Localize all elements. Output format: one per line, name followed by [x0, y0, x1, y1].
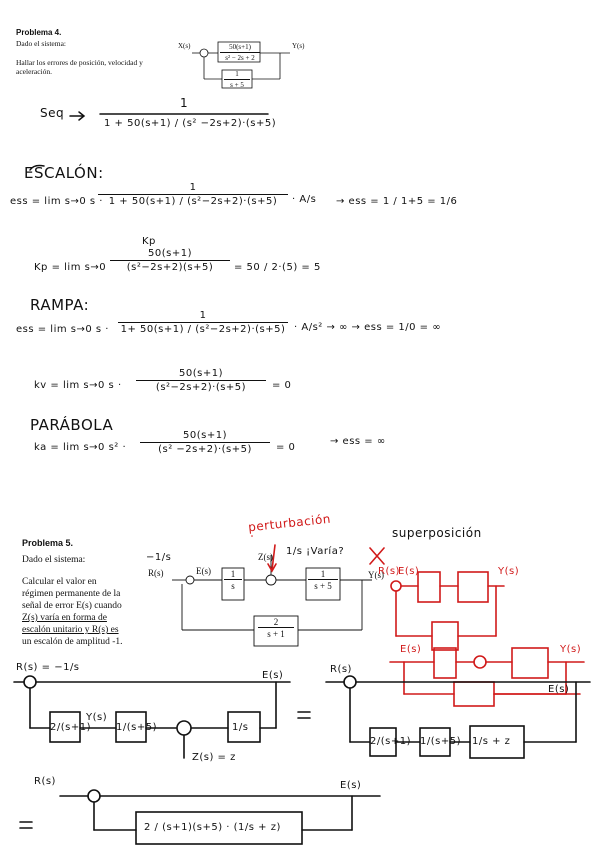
- ka-result: = 0: [276, 442, 296, 453]
- y-label-left: Y(s): [86, 712, 108, 723]
- p5-block1-den: s: [231, 581, 235, 591]
- ka-den: (s² −2s+2)·(s+5): [158, 444, 252, 455]
- p5-block1: [224, 569, 242, 591]
- red-e-label-2: E(s): [400, 644, 422, 655]
- ess-step-lhs: ess = lim s→0 s ·: [10, 196, 103, 207]
- kp-num: 50(s+1): [110, 248, 230, 261]
- kp-result: = 50 / 2·(5) = 5: [234, 262, 321, 273]
- ka-eq: ka = lim s→0 s² ·: [34, 442, 127, 453]
- red-y-label: Y(s): [498, 566, 520, 577]
- kv-fraction: [136, 368, 266, 393]
- kp-fraction: [110, 248, 230, 273]
- kv-eq: kv = lim s→0 s ·: [34, 380, 122, 391]
- z-note: 1/s ¡Varía?: [286, 546, 345, 557]
- ess-parabola-result: → ess = ∞: [330, 436, 386, 447]
- p5-y-label: Y(s): [368, 570, 384, 580]
- p4-feedback-block: [224, 70, 250, 89]
- block-1-over-s5: 1/(s+5): [116, 722, 157, 733]
- final-e-label: E(s): [340, 780, 362, 791]
- p4-forward-num: 50(s+1): [220, 43, 260, 53]
- p5-r-label: R(s): [148, 568, 164, 578]
- p5-fb-den: s + 1: [267, 629, 285, 639]
- problem4-line2: Hallar los errores de posición, velocidad y: [16, 58, 143, 67]
- seq-den: 1 + 50(s+1) / (s² −2s+2)·(s+5): [104, 118, 277, 129]
- p5-block1-num: 1: [224, 569, 242, 580]
- perturbacion-note: perturbación: [247, 511, 332, 535]
- e-label-right: E(s): [548, 684, 570, 695]
- kv-den: (s²−2s+2)·(s+5): [155, 382, 247, 393]
- parabola-title: PARÁBOLA: [30, 416, 114, 434]
- rampa-title: RAMPA:: [30, 296, 90, 314]
- problem5-line1: Dado el sistema:: [22, 555, 86, 565]
- problem4-title: Problema 4.: [16, 28, 62, 37]
- kp-eq: Kp = lim s→0: [34, 262, 107, 273]
- e-label-left: E(s): [262, 670, 284, 681]
- problem5-body-line: Z(s) varía en forma de: [22, 613, 107, 623]
- red-y-label-2: Y(s): [560, 644, 582, 655]
- problem5-body-line: señal de error E(s) cuando: [22, 601, 122, 611]
- escalon-title: ESCALÓN:: [24, 164, 104, 182]
- problem5-title: Problema 5.: [22, 538, 74, 548]
- problem5-body-line: un escalón de amplitud -1.: [22, 637, 123, 647]
- p4-feedback-den: s + 5: [230, 81, 244, 89]
- p4-forward-den: s² − 2s + 2: [225, 54, 255, 62]
- ka-num: 50(s+1): [140, 430, 270, 443]
- p5-e-label: E(s): [196, 566, 211, 576]
- p4-diagram-input: X(s): [178, 42, 191, 50]
- p5-fb-num: 2: [258, 617, 294, 628]
- p4-diagram-output: Y(s): [292, 42, 305, 50]
- block-1-over-s: 1/s: [232, 722, 249, 733]
- p4-forward-block: [220, 43, 260, 62]
- p5-block2-num: 1: [308, 569, 338, 580]
- r-label-right: R(s): [330, 664, 352, 675]
- seq-label: Seq: [40, 106, 65, 120]
- p4-feedback-num: 1: [224, 70, 250, 80]
- ess-ramp-num: 1: [118, 310, 288, 323]
- right-block-1-over-s-plus-z: 1/s + z: [472, 736, 511, 747]
- r-eq: R(s) = −1/s: [16, 662, 80, 673]
- p5-z-label: Z(s): [258, 552, 273, 562]
- problem5-body-line: Calcular el valor en: [22, 577, 97, 587]
- right-block-1-over-s5: 1/(s+5): [420, 736, 461, 747]
- ess-step-tail: · A/s: [292, 194, 317, 205]
- kv-result: = 0: [272, 380, 292, 391]
- seq-num: 1: [180, 96, 189, 110]
- final-block: 2 / (s+1)(s+5) · (1/s + z): [144, 822, 281, 833]
- ess-ramp-tail: · A/s² → ∞ → ess = 1/0 = ∞: [294, 322, 442, 333]
- ess-ramp-lhs: ess = lim s→0 s ·: [16, 324, 109, 335]
- problem5-body: [22, 576, 123, 648]
- ess-step-num: 1: [98, 182, 288, 195]
- right-block-2-over-s1: 2/(s+1): [370, 736, 411, 747]
- ess-step-result: → ess = 1 / 1+5 = 1/6: [336, 196, 458, 207]
- block-2-over-s1: 2/(s+1): [50, 722, 91, 733]
- ess-step-den: 1 + 50(s+1) / (s²−2s+2)·(s+5): [108, 196, 278, 207]
- red-e-label: E(s): [398, 566, 420, 577]
- final-r-label: R(s): [34, 776, 56, 787]
- z-eq: Z(s) = z: [192, 752, 236, 763]
- problem5-body-line: escalón unitario y R(s) es: [22, 625, 119, 635]
- ess-step-fraction: [98, 182, 288, 207]
- p5-block2: [308, 569, 338, 591]
- p5-block2-den: s + 5: [314, 581, 332, 591]
- minus-one-over-s: −1/s: [146, 552, 172, 563]
- kv-num: 50(s+1): [136, 368, 266, 381]
- ess-ramp-fraction: [118, 310, 288, 335]
- problem4-line1: Dado el sistema:: [16, 39, 66, 48]
- kp-den: (s²−2s+2)(s+5): [126, 262, 214, 273]
- problem4-line3: aceleración.: [16, 67, 53, 76]
- ess-ramp-den: 1+ 50(s+1) / (s²−2s+2)·(s+5): [120, 324, 286, 335]
- red-r-label: R(s): [378, 566, 400, 577]
- problem5-body-line: régimen permanente de la: [22, 589, 121, 599]
- kp-label: Kp: [142, 236, 156, 247]
- superposicion-note: superposición: [392, 526, 482, 540]
- p5-feedback-block: [258, 617, 294, 639]
- ka-fraction: [140, 430, 270, 455]
